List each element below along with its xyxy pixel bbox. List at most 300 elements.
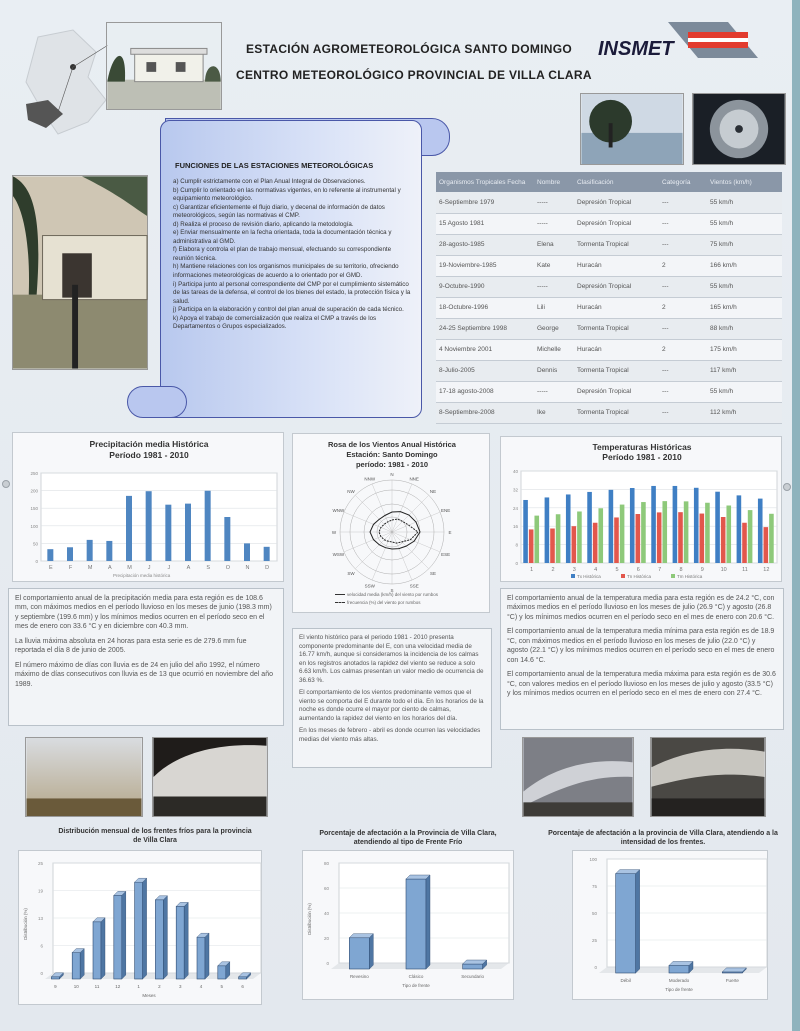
tick-label: 25	[37, 861, 43, 866]
table-row	[436, 381, 782, 402]
rose-spoke	[355, 532, 392, 569]
table-cell: 6-Septiembre 1979	[436, 192, 534, 213]
rose-dir-label: SSE	[409, 583, 419, 589]
table-cell: 165 km/h	[707, 297, 782, 318]
tick-label: F	[68, 565, 73, 571]
affect-type-chart	[303, 851, 515, 1001]
table-cell: Lili	[534, 297, 574, 318]
table-cell: 117 km/h	[707, 360, 782, 381]
table-row	[436, 213, 782, 234]
table-cell: Tormenta Tropical	[574, 318, 659, 339]
affect-intensity-chart-caption: Porcentaje de afectación a la provincia de Villa Clara, atendiendo a la intensidad de los frentes.	[548, 830, 778, 847]
table-cell: George	[534, 318, 574, 339]
axis-label: Distribución (%)	[307, 903, 312, 935]
tick-label: 10	[73, 984, 79, 989]
wind-text-panel	[292, 628, 492, 768]
axis-label: Distribución (%)	[23, 908, 28, 940]
wind-rose-subtitle: Estación: Santo Domingo	[346, 450, 438, 459]
cyclones-table	[436, 172, 782, 424]
temp-chart-box	[500, 436, 782, 582]
shelf-cloud-photo-1	[522, 737, 634, 817]
chart-bar	[616, 874, 636, 973]
rose-dir-label: N	[390, 472, 394, 477]
rose-dir-label: ESE	[441, 552, 451, 558]
table-cell: Huracán	[574, 339, 659, 360]
wind-paragraph: En los meses de febrero - abril es donde ocurren las velocidades medias del viento más altas.	[299, 727, 481, 743]
chart-bar	[51, 977, 59, 979]
tick-label: J	[147, 565, 151, 571]
chart-bar	[614, 517, 619, 563]
axis-label: Tipo de frente	[665, 987, 693, 992]
table-cell: 175 km/h	[707, 339, 782, 360]
table-cell: 24-25 Septiembre 1998	[436, 318, 534, 339]
chart-bar-top	[616, 870, 640, 874]
chart-bar	[758, 499, 763, 563]
chart-bar	[87, 540, 93, 561]
precip-chart-subtitle: Período 1981 - 2010	[109, 450, 189, 460]
chart-bar	[577, 511, 582, 563]
table-cell: Tormenta Tropical	[574, 360, 659, 381]
chart-bar	[244, 543, 250, 561]
affect-intensity-chart-box	[572, 850, 768, 1000]
rose-dir-label: SW	[347, 571, 355, 577]
board-nail	[2, 480, 10, 488]
scroll-bottom-roll	[127, 386, 187, 418]
tick-label: M	[127, 565, 132, 571]
table-cell: -----	[534, 276, 574, 297]
wind-rose-title: Rosa de los Vientos Anual Histórica	[328, 440, 456, 449]
function-item: h) Mantiene relaciones con los organismos municipales de su territorio, ofreciendo informaciones meteorológicas de acuerdo a lo orientado por el GMD.	[173, 263, 399, 280]
fronts-chart-box	[18, 850, 262, 1005]
tick-label: 11	[742, 567, 748, 573]
table-cell: 19-Noviembre-1985	[436, 255, 534, 276]
tick-label: 60	[323, 886, 329, 891]
chart-bar	[748, 510, 753, 563]
chart-bar-side	[122, 891, 126, 979]
chart-bar	[609, 490, 614, 563]
table-cell: 28-agosto-1985	[436, 234, 534, 255]
table-cell: Depresión Tropical	[574, 276, 659, 297]
function-item: b) Cumplir lo orientado en las normativas vigentes, en lo referente al instrumental y equipamiento meteorológico.	[173, 186, 401, 203]
chart-bar	[523, 500, 528, 563]
table-cell: Depresión Tropical	[574, 213, 659, 234]
chart-bar	[694, 488, 699, 563]
temp-paragraph: El comportamiento anual de la temperatura media máxima para esta región es de 30.6 °C, con valores medios en el período lluvioso en los meses de julio y agosto (33.5 °C) y los mínimos medios ocurren en el período seco en el mes de enero con 27.4 °C.	[507, 671, 776, 697]
tick-label: 3	[178, 984, 182, 989]
table-cell: 2	[659, 297, 707, 318]
table-cell: 18-Octubre-1996	[436, 297, 534, 318]
tick-label: 5	[615, 567, 619, 573]
table-cell: Ike	[534, 402, 574, 423]
rose-spoke	[392, 495, 429, 532]
shelf-cloud-photo-2	[650, 737, 766, 817]
rose-dir-label: NW	[347, 488, 355, 494]
tick-label: 100	[589, 857, 597, 862]
table-cell: ---	[659, 213, 707, 234]
precip-chart-box	[12, 432, 284, 582]
table-cell: Tormenta Tropical	[574, 402, 659, 423]
table-row	[436, 234, 782, 255]
legend-label: Tm Histórica	[677, 574, 703, 579]
table-cell: 55 km/h	[707, 213, 782, 234]
function-item: f) Elabora y controla el plan de trabajo mensual, efectuando su correspondiente reunión técnica.	[173, 246, 392, 262]
rose-dir-label: WNW	[332, 507, 345, 513]
table-cell: ---	[659, 318, 707, 339]
table-cell: 2	[659, 255, 707, 276]
header-center-title: CENTRO METEOROLÓGICO PROVINCIAL DE VILLA CLARA	[236, 68, 592, 82]
chart-bar	[721, 517, 726, 563]
chart-bar	[67, 547, 73, 561]
chart-bar	[197, 937, 205, 979]
precip-paragraph: El número máximo de días con lluvia es de 24 en julio del año 1992, el número máximo de días consecutivos con lluvia es de 13 que ocurrió en noviembre del año 1989.	[15, 661, 273, 688]
table-cell: 55 km/h	[707, 192, 782, 213]
tick-label: 6	[636, 567, 640, 573]
tick-label: D	[265, 565, 270, 571]
chart-bar	[550, 529, 555, 564]
chart-bar	[114, 895, 122, 979]
wind-rose-period: período: 1981 - 2010	[355, 460, 429, 469]
chart-bar	[651, 486, 656, 563]
tick-label: A	[107, 565, 112, 571]
tick-label: 1	[530, 567, 534, 573]
tick-label: 8	[515, 542, 518, 548]
chart-bar	[47, 549, 53, 561]
header-station-title: ESTACIÓN AGROMETEOROLÓGICA SANTO DOMINGO	[246, 42, 573, 56]
tick-label: 25	[591, 938, 597, 943]
chart-bar	[264, 547, 270, 561]
tick-label: 0	[515, 561, 518, 566]
rose-dir-label: ENE	[440, 507, 451, 513]
tick-label: 6	[40, 943, 43, 949]
tick-label: 10	[720, 567, 727, 573]
chart-bar-side	[369, 934, 373, 969]
wind-paragraph: El viento histórico para el periodo 1981 - 2010 presenta componente predominante del E, con una velocidad media de 16.77 km/h, aunque si consideramos la incidencia de los calmas en los registros anotados la rapidez del viento se reduce a solo 6.63 km/h. Los calmas presentan un valor medio de ocurrencia de 36.63 %.	[299, 634, 484, 684]
table-cell: 4 Noviembre 2001	[436, 339, 534, 360]
chart-bar	[185, 504, 191, 561]
tick-label: S	[206, 565, 211, 571]
chart-bar	[598, 508, 603, 563]
chart-bar	[205, 491, 211, 561]
chart-bar	[726, 506, 731, 564]
hurricane-satellite-photo	[692, 93, 786, 165]
tick-label: 12	[763, 567, 770, 573]
table-cell: 9-Octubre-1990	[436, 276, 534, 297]
chart-bar	[662, 501, 667, 563]
chart-bar	[545, 497, 550, 563]
tick-label: 0	[40, 971, 43, 976]
tick-label: 40	[512, 469, 518, 474]
table-cell: Huracán	[574, 297, 659, 318]
col-wind: Vientos (km/h)	[707, 172, 782, 192]
table-cell: Michelle	[534, 339, 574, 360]
chart-bar-top	[722, 968, 746, 972]
table-cell: 112 km/h	[707, 402, 782, 423]
cold-front-clouds-photo-1	[25, 737, 143, 817]
chart-bar	[764, 527, 769, 563]
wind-rose-chart	[331, 472, 452, 593]
tick-label: J	[167, 565, 171, 571]
tick-label: Clásico	[408, 974, 424, 979]
rose-dir-label: SSW	[364, 583, 375, 589]
tick-label: Revesino	[349, 974, 369, 979]
chart-bar	[146, 491, 152, 561]
wind-legend-1: velocidad media (km/h) del viento por rumbos	[335, 592, 438, 597]
chart-bar	[684, 501, 689, 563]
cold-front-clouds-photo-2	[152, 737, 268, 817]
temp-chart	[501, 463, 783, 581]
tick-label: 75	[591, 884, 597, 889]
rose-spoke	[355, 495, 392, 532]
functions-list	[173, 178, 413, 332]
temp-text-panel	[500, 588, 784, 730]
temp-paragraph: El comportamiento anual de la temperatura media mínima para esta región es de 18.9 °C, con máximos medios en el período lluvioso en los meses de julio (22.0 °C) y agosto (22.1 °C) y los mínimos medios ocurren en el período seco en el mes de enero con 14.6 °C.	[507, 628, 775, 664]
chart-bar	[630, 488, 635, 563]
table-cell: 17-18 agosto-2008	[436, 381, 534, 402]
table-row	[436, 276, 782, 297]
chart-bar	[93, 922, 101, 979]
chart-bar	[463, 964, 483, 969]
rose-dir-label: E	[448, 530, 452, 535]
affect-intensity-chart	[573, 851, 769, 1001]
table-cell: 75 km/h	[707, 234, 782, 255]
chart-bar	[705, 503, 710, 563]
table-cell: 88 km/h	[707, 318, 782, 339]
tick-label: 19	[37, 888, 43, 894]
tick-label: 2	[551, 567, 555, 573]
chart-bar-top	[463, 960, 487, 964]
chart-bar	[529, 529, 534, 563]
tick-label: 1	[137, 984, 140, 989]
board-frame	[792, 0, 800, 1031]
function-item: d) Realiza el proceso de revisión diario, aplicando la metodología.	[173, 220, 354, 228]
table-row	[436, 192, 782, 213]
table-cell: Elena	[534, 234, 574, 255]
chart-bar	[165, 505, 171, 561]
rose-frequency-line	[379, 519, 418, 543]
table-cell: Depresión Tropical	[574, 192, 659, 213]
chart-bar-top	[669, 961, 693, 965]
chart-bar	[406, 879, 426, 969]
chart-bar	[593, 523, 598, 563]
chart-bar	[715, 492, 720, 563]
legend-label: Tx Histórica	[577, 574, 601, 579]
chart-bar-side	[143, 878, 147, 979]
table-cell: 8-Julio-2005	[436, 360, 534, 381]
legend-label: Tn Histórica	[627, 574, 652, 579]
tick-label: 80	[323, 861, 329, 866]
chart-bar	[769, 514, 774, 563]
function-item: i) Participa junto al personal correspondiente del CMP por el cumplimiento sistemático de las tareas de la defensa, el control de los bienes del estado, la protección física y la salud.	[173, 280, 411, 305]
col-category: Categoría	[659, 172, 707, 192]
board-nail	[783, 483, 791, 491]
plot-area	[41, 473, 277, 561]
temp-chart-title: Temperaturas Históricas	[592, 442, 692, 452]
station-building-photo	[106, 22, 222, 110]
rose-dir-label: SE	[430, 571, 437, 577]
table-cell: 8-Septiembre-2008	[436, 402, 534, 423]
table-row	[436, 297, 782, 318]
table-cell: 55 km/h	[707, 276, 782, 297]
table-cell: Huracán	[574, 255, 659, 276]
tick-label: 0	[594, 965, 597, 970]
function-item: k) Apoya el trabajo de comercialización que realiza el CMP a través de los Departamentos o Grupos especializados.	[173, 314, 377, 331]
tick-label: 32	[512, 487, 518, 493]
chart-bar	[106, 541, 112, 561]
chart-bar	[556, 514, 561, 563]
chart-bar	[72, 953, 80, 979]
flood-photo	[580, 93, 684, 165]
chart-bar-side	[205, 933, 209, 979]
chart-bar	[176, 906, 184, 979]
tick-label: 150	[30, 506, 38, 512]
table-cell: ---	[659, 276, 707, 297]
chart-bar-side	[163, 896, 167, 979]
affect-type-chart-box	[302, 850, 514, 1000]
tick-label: 4	[594, 567, 598, 573]
chart-bar-side	[184, 902, 188, 979]
fronts-chart	[19, 851, 263, 1006]
chart-bar	[224, 517, 230, 561]
fronts-chart-caption: Distribución mensual de los frentes fríos para la provincia de Villa Clara	[58, 828, 252, 845]
table-cell: ---	[659, 192, 707, 213]
table-row	[436, 339, 782, 360]
chart-bar-side	[426, 875, 430, 969]
rose-dir-label: S	[390, 588, 394, 593]
tick-label: 2	[158, 984, 161, 989]
rose-dir-label: NNW	[364, 476, 376, 482]
rose-dir-label: WSW	[332, 552, 345, 558]
wind-paragraph: El comportamiento de los vientos predominante vemos que el viento se comporta del E durante todo el día. En los horarios de la noche es donde ocurre el mayor por ciento de calmas, aumentando la rapidez del viento en los horarios del día.	[299, 689, 484, 722]
table-cell: ---	[659, 360, 707, 381]
tick-label: E	[48, 565, 53, 571]
tick-label: 200	[30, 488, 38, 494]
table-cell: ---	[659, 381, 707, 402]
tick-label: 12	[115, 984, 121, 989]
tick-label: 0	[35, 559, 38, 564]
chart-bar	[135, 882, 143, 979]
rose-dir-label: NE	[429, 488, 437, 494]
chart-bar	[126, 496, 132, 561]
table-cell: 2	[659, 339, 707, 360]
precip-paragraph: El comportamiento anual de la precipitación media para esta región es de 108.6 mm, con máximos medios en el período lluvioso en los meses de junio (198.3 mm) y septiembre (199.6 mm) y los mínimos medios ocurren en el período seco en el mes de enero con 33.6 °C y en diciembre con 40.3 mm.	[15, 595, 272, 631]
tick-label: 8	[679, 567, 683, 573]
wind-rose-box	[292, 433, 490, 613]
chart-bar	[572, 526, 577, 563]
chart-bar	[349, 938, 369, 969]
tick-label: Secundario	[461, 974, 485, 979]
province-map-image	[18, 22, 118, 142]
table-cell: Tormenta Tropical	[574, 234, 659, 255]
function-item: j) Participa en la elaboración y control del plan anual de superación de cada técnico.	[173, 306, 404, 314]
chart-bar	[534, 516, 539, 563]
chart-bar-side	[80, 949, 84, 979]
tick-label: N	[245, 565, 250, 571]
precip-chart-title: Precipitación media Histórica	[89, 439, 209, 449]
chart-legend: Precipitación media histórica	[113, 573, 171, 578]
col-class: Clasificación	[574, 172, 659, 192]
chart-bar	[673, 486, 678, 563]
chart-bar-top	[349, 934, 373, 938]
tick-label: 0	[326, 961, 329, 966]
tick-label: 13	[37, 916, 43, 921]
tick-label: 16	[512, 524, 518, 530]
tick-label: Débil	[620, 978, 631, 983]
table-row	[436, 255, 782, 276]
temp-chart-subtitle: Período 1981 - 2010	[602, 452, 682, 462]
chart-bar	[700, 514, 705, 563]
chart-bar	[239, 977, 247, 979]
tick-label: 100	[30, 523, 38, 529]
precip-paragraph: La lluvia máxima absoluta en 24 horas para esta serie es de 279.6 mm fue reportada el día 8 de junio de 2005.	[15, 637, 247, 655]
table-cell: Kate	[534, 255, 574, 276]
tick-label: Moderado	[668, 978, 690, 983]
insmet-logo	[598, 18, 763, 66]
table-cell: -----	[534, 213, 574, 234]
tick-label: O	[225, 565, 230, 571]
chart-bar-side	[636, 870, 640, 973]
tick-label: 20	[323, 936, 329, 941]
wind-legend-2: frecuencia (%) del viento por rumbos	[335, 600, 421, 605]
function-item: e) Enviar mensualmente en la fecha orientada, toda la documentación técnica y administrativa al GMD.	[173, 229, 392, 245]
col-name: Nombre	[534, 172, 574, 192]
legend-swatch	[621, 574, 625, 578]
chart-bar	[155, 900, 163, 979]
col-date: Organismos Tropicales Fecha	[436, 172, 534, 192]
chart-bar-side	[101, 918, 105, 979]
chart-bar	[737, 495, 742, 563]
tick-label: 9	[700, 567, 704, 573]
table-cell: 15 Agosto 1981	[436, 213, 534, 234]
tick-label: 5	[220, 984, 224, 989]
table-cell: ---	[659, 234, 707, 255]
functions-title: FUNCIONES DE LAS ESTACIONES METEOROLÓGICAS	[175, 161, 374, 170]
chart-bar-top	[406, 875, 430, 879]
rose-dir-label: W	[331, 530, 337, 535]
cyclones-table-body	[436, 192, 782, 423]
table-row	[436, 402, 782, 423]
axis-label: Tipo de frente	[402, 983, 430, 988]
tick-label: 11	[94, 984, 100, 989]
table-cell: Depresión Tropical	[574, 381, 659, 402]
insmet-logo-text: INSMET	[598, 38, 674, 60]
table-cell: ---	[659, 402, 707, 423]
tick-label: 50	[591, 911, 597, 916]
legend-swatch	[571, 574, 575, 578]
function-item: a) Cumplir estrictamente con el Plan Anual Integral de Observaciones.	[173, 178, 366, 185]
tick-label: 40	[323, 911, 329, 916]
tick-label: 50	[32, 541, 38, 547]
table-cell: 166 km/h	[707, 255, 782, 276]
table-row	[436, 360, 782, 381]
tick-label: 9	[54, 984, 57, 989]
rose-spoke	[392, 532, 429, 569]
tick-label: 24	[512, 505, 518, 511]
precip-chart	[13, 461, 285, 581]
tick-label: 3	[572, 567, 576, 573]
chart-bar	[620, 505, 625, 563]
chart-bar	[587, 492, 592, 563]
chart-bar	[657, 512, 662, 563]
station-house-photo	[12, 175, 148, 370]
function-item: c) Garantizar eficientemente el flujo diario, y decenal de información de datos meteorológicos, según las normativas el CMP.	[173, 203, 385, 220]
temp-paragraph: El comportamiento anual de la temperatura media para esta región es de 24.2 °C, con máximos medios en el período lluvioso en los meses de julio (26.9 °C) y agosto (26.8 °C) y los mínimos medios ocurren en el período seco en el mes de enero con 20.6 °C.	[507, 595, 775, 621]
tick-label: M	[87, 565, 93, 571]
chart-bar	[218, 966, 226, 979]
precip-text-panel	[8, 588, 284, 726]
chart-bar	[669, 965, 689, 973]
tick-label: 7	[658, 567, 662, 573]
chart-bar	[641, 502, 646, 563]
